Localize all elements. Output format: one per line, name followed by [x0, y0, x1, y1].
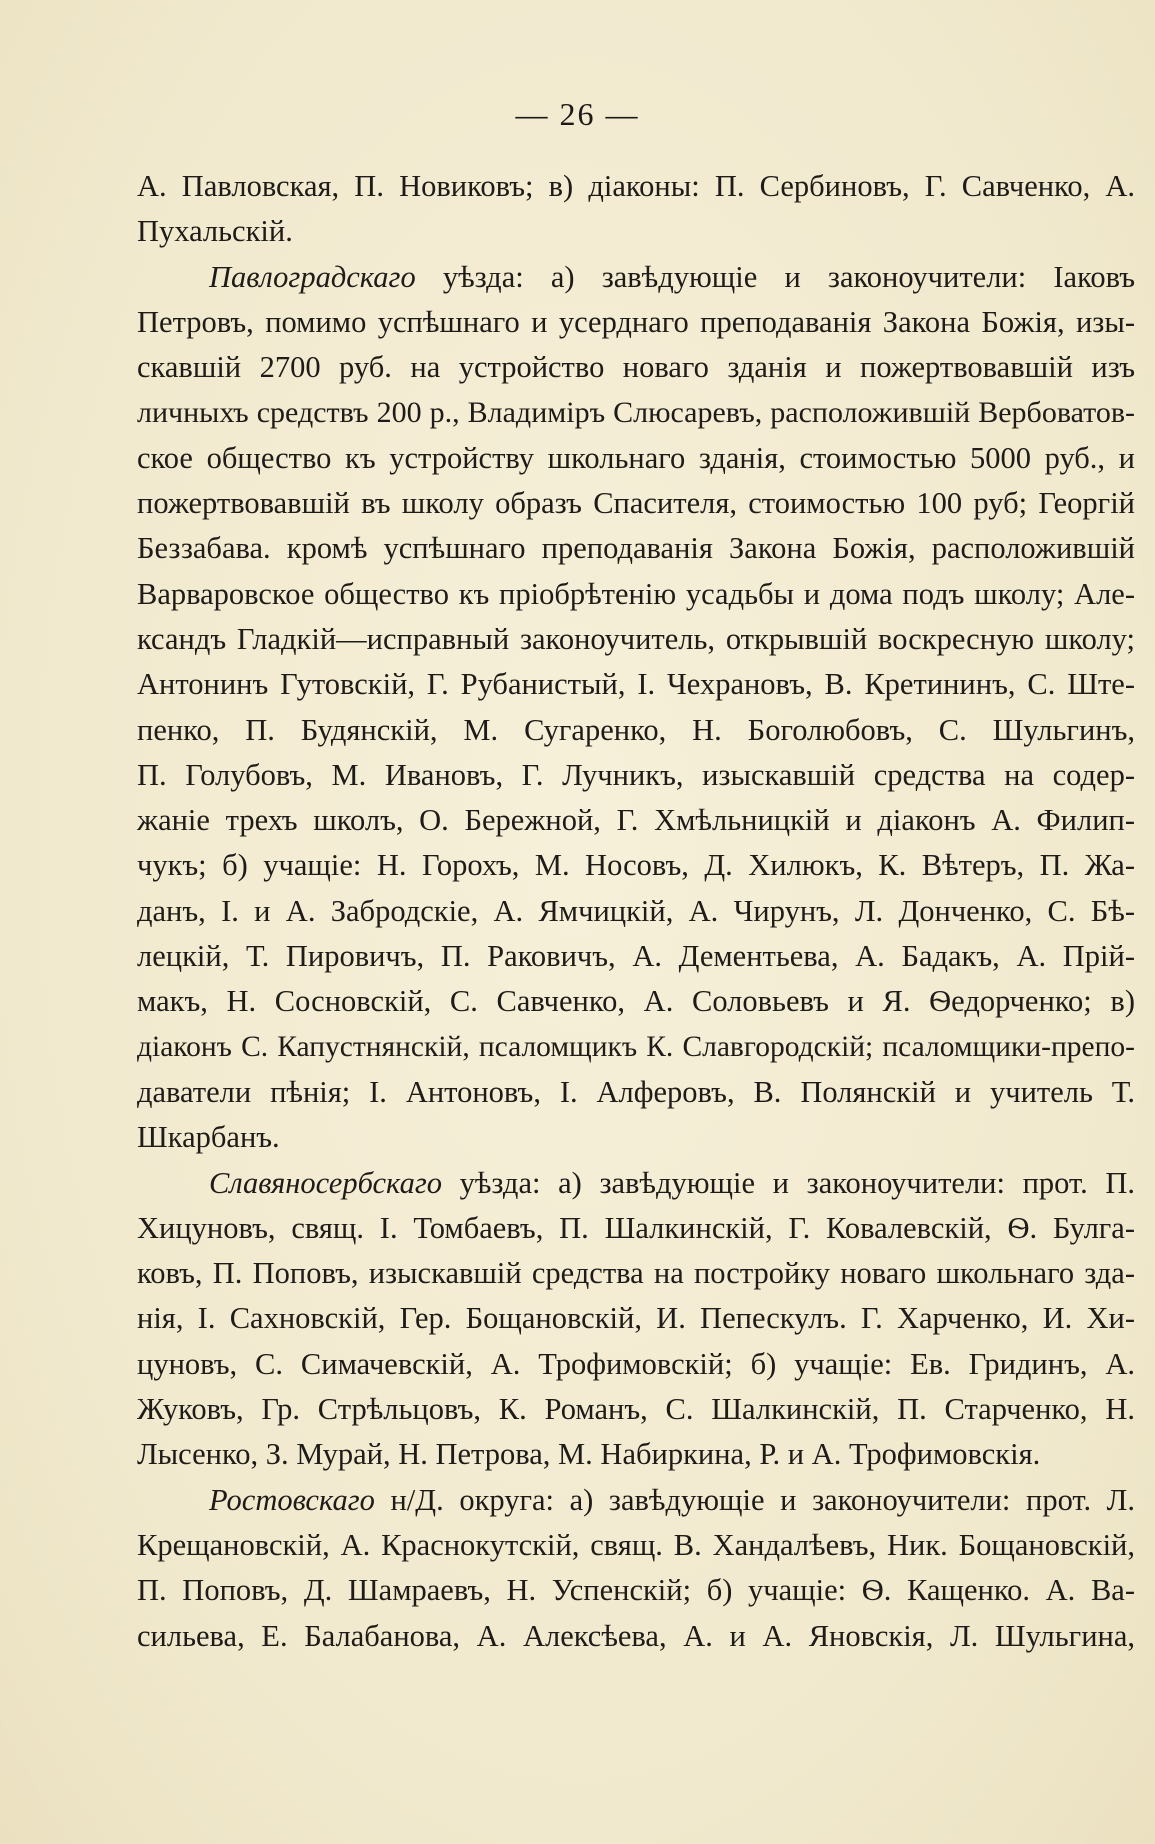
- paragraph: [137, 164, 1135, 255]
- line-text: уѣзда: а) завѣдующіе и законоучители: прот. П.: [441, 1165, 1135, 1200]
- text-line: Крещановскій, А. Краснокутскій, свящ. В. Хандалѣевъ, Ник. Бощановскій,: [137, 1527, 1135, 1562]
- text-line: макъ, Н. Сосновскій, С. Савченко, А. Соловьевъ и Я. Ѳедорченко; в): [137, 984, 1135, 1019]
- text-line: личныхъ средствъ 200 р., Владиміръ Слюсаревъ, расположившій Вербоватов-: [137, 396, 1135, 430]
- district-heading: Павлоградскаго: [209, 259, 416, 294]
- text-line: лецкій, Т. Пировичъ, П. Раковичъ, А. Дементьева, А. Бадакъ, А. Прій-: [137, 939, 1135, 974]
- text-line: [137, 1478, 1135, 1523]
- text-line: [137, 1161, 1135, 1206]
- paragraph: [137, 1161, 1135, 1478]
- body-text: [137, 164, 1135, 1659]
- text-line: Петровъ, помимо успѣшнаго и усерднаго преподаванія Закона Божія, изы-: [137, 304, 1135, 339]
- text-line: жаніе трехъ школъ, О. Бережной, Г. Хмѣльницкій и діаконъ А. Филип-: [137, 803, 1135, 838]
- text-line: А. Павловская, П. Новиковъ; в) діаконы: П. Сербиновъ, Г. Савченко, А.: [137, 169, 1135, 203]
- text-line: Варваровское общество къ пріобрѣтенію усадьбы и дома подъ школу; Але-: [137, 576, 1135, 611]
- line-text: уѣзда: а) завѣдующіе и законоучители: Іаковъ: [415, 259, 1135, 294]
- text-line: Жуковъ, Гр. Стрѣльцовъ, К. Романъ, С. Шалкинскій, П. Старченко, Н.: [137, 1392, 1135, 1427]
- text-line: ское общество къ устройству школьнаго зданія, стоимостью 5000 руб., и: [137, 440, 1135, 475]
- district-heading: Славяносербскаго: [209, 1165, 442, 1200]
- text-line: Лысенко, З. Мурай, Н. Петрова, М. Набиркина, Р. и А. Трофимовскія.: [137, 1437, 1041, 1472]
- text-line: цуновъ, С. Симачевскій, А. Трофимовскій; б) учащіе: Ев. Гридинъ, А.: [137, 1346, 1135, 1381]
- paragraph: [137, 1478, 1135, 1659]
- text-line: данъ, І. и А. Забродскіе, А. Ямчицкій, А. Чирунъ, Л. Донченко, С. Бѣ-: [137, 893, 1135, 928]
- text-line: діаконъ С. Капустнянскій, псаломщикъ К. Славгородскій; псаломщики-препо-: [137, 1030, 1135, 1063]
- text-line: [137, 255, 1135, 300]
- paragraph: [137, 255, 1135, 1161]
- text-line: даватели пѣнія; І. Антоновъ, І. Алферовъ, В. Полянскій и учитель Т.: [137, 1074, 1135, 1109]
- text-line: П. Голубовъ, М. Ивановъ, Г. Лучникъ, изыскавшій средства на содер-: [137, 757, 1135, 792]
- text-line: Беззабава. кромѣ успѣшнаго преподаванія Закона Божія, расположившій: [137, 531, 1135, 566]
- text-line: Антонинъ Гутовскій, Г. Рубанистый, І. Чехрановъ, В. Кретининъ, С. Ште-: [137, 667, 1135, 702]
- text-line: Пухальскій.: [137, 214, 293, 249]
- text-line: пожертвовавшій въ школу образъ Спасителя, стоимостью 100 руб; Георгій: [137, 486, 1135, 521]
- text-line: Хицуновъ, свящ. І. Томбаевъ, П. Шалкинскій, Г. Ковалевскій, Ѳ. Булга-: [137, 1210, 1135, 1245]
- text-line: ковъ, П. Поповъ, изыскавшій средства на постройку новаго школьнаго зда-: [137, 1256, 1135, 1291]
- text-line: пенко, П. Будянскій, М. Сугаренко, Н. Боголюбовъ, С. Шульгинъ,: [137, 712, 1135, 747]
- text-line: Шкарбанъ.: [137, 1120, 280, 1155]
- district-heading: Ростовскаго: [209, 1482, 375, 1517]
- line-text: н/Д. округа: а) завѣдующіе и законоучители: прот. Л.: [374, 1482, 1135, 1517]
- text-line: нія, І. Сахновскій, Гер. Бощановскій, И. Пепескулъ. Г. Харченко, И. Хи-: [137, 1301, 1135, 1336]
- text-line: П. Поповъ, Д. Шамраевъ, Н. Успенскій; б) учащіе: Ѳ. Кащенко. А. Ва-: [137, 1573, 1135, 1608]
- text-line: чукъ; б) учащіе: Н. Горохъ, М. Носовъ, Д. Хилюкъ, К. Вѣтеръ, П. Жа-: [137, 848, 1135, 883]
- text-line: сильева, Е. Балабанова, А. Алексѣева, А. и А. Яновскія, Л. Шульгина,: [137, 1618, 1135, 1653]
- text-line: ксандъ Гладкій—исправный законоучитель, открывшій воскресную школу;: [137, 621, 1135, 656]
- text-line: скавшій 2700 руб. на устройство новаго зданія и пожертвовавшій изъ: [137, 350, 1135, 385]
- page-number: — 26 —: [515, 96, 640, 132]
